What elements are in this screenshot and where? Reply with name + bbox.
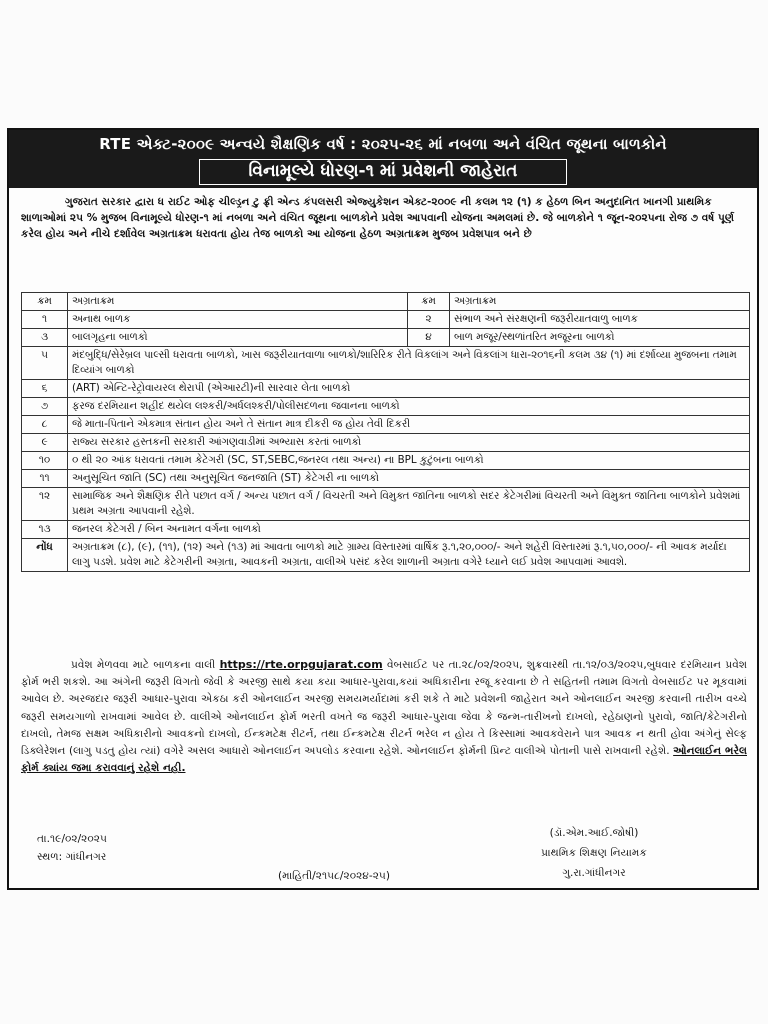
notice-title-box bbox=[199, 159, 567, 185]
notice-header bbox=[9, 130, 757, 188]
table-row bbox=[22, 380, 750, 398]
table-row bbox=[22, 329, 750, 347]
priority-number: ૮ bbox=[22, 416, 68, 434]
footer-signatory bbox=[509, 823, 679, 883]
priority-text: (ART) એન્ટિ-રેટ્રોવાયરલ થેરાપી (એઆરટી)ની સારવાર લેતા બાળકો bbox=[68, 380, 750, 398]
intro-paragraph: ગુજરાત સરકાર દ્વારા ધ રાઈટ ઓફ ચીલ્ડ્રન ટુ ફ્રી એન્ડ કંપલસરી એજ્યુકેશન એક્ટ-૨૦૦૯ ની કલમ ૧૨ (૧) ક હેઠળ બિન અનુદાનિત ખાનગી પ્રાથમિક શાળાઓમાં ૨૫ % મુજબ વિનામૂલ્યે ધોરણ-૧ માં નબળા અને વંચિત જૂથના બાળકોને પ્રવેશ આપવાની યોજના અમલમાં છે. જે બાળકોને ૧ જૂન-૨૦૨૫ના રોજ ૭ વર્ષ પૂર્ણ કરેલ હોય અને નીચે દર્શાવેલ અગ્રતાક્રમ ધરાવતા હોય તેજ બાળકો આ યોજના હેઠળ અગ્રતાક્રમ મુજબ પ્રવેશપાત્ર બને છે bbox=[21, 196, 735, 240]
table-row bbox=[22, 311, 750, 329]
priority-text: જનરલ કેટેગરી / બિન અનામત વર્ગના બાળકો bbox=[68, 521, 750, 539]
signatory-name: (ડૉ.એમ.આઈ.જોષી) bbox=[549, 827, 639, 839]
table-header-row bbox=[22, 293, 750, 311]
table-row bbox=[22, 521, 750, 539]
signatory-place: ગુ.રા.ગાંધીનગર bbox=[562, 867, 626, 879]
priority-number: ૧૩ bbox=[22, 521, 68, 539]
priority-text: સંભાળ અને સંરક્ષણની જરૂરીયાતવાળુ બાળક bbox=[450, 311, 750, 329]
instructions-emphasis: ઓનલાઈન ભરેલ ફોર્મ ક્યાંય જમા કરાવવાનું રહેશે નહી. bbox=[21, 745, 747, 775]
instructions-paragraph bbox=[21, 656, 747, 777]
notice-title-line1: RTE એક્ટ-૨૦૦૯ અન્વયે શૈક્ષણિક વર્ષ : ૨૦૨૫-૨૬ માં નબળા અને વંચિત જૂથના બાળકોને bbox=[99, 135, 667, 153]
instructions-text-part2: વેબસાઈટ પર તા.૨૮/૦૨/૨૦૨૫, શુક્રવારથી તા.૧૨/૦૩/૨૦૨૫,બુધવાર દરમિયાન પ્રવેશ ફોર્મ ભરી શકશે. આ અંગેની જરૂરી વિગતો જેવી કે અરજી સાથે કયા કયા આધાર-પુરાવા,કયાં અધિકારીના રજૂ કરવાના છે તે સહિતની તમામ વિગતો વેબસાઈટ પર મૂકવામાં આવેલ છે. અરજદાર જરૂરી આધાર-પુરાવા એકઠા કરી ઓનલાઈન અરજી સમયમર્યાદામાં કરી શકે તે માટે પ્રવેશની જાહેરાત અને ઓનલાઈન અરજી કરવાની તારીખ વચ્ચે જરૂરી સમયગાળો રાખવામાં આવેલ છે. વાલીએ ઓનલાઈન ફોર્મ ભરતી વખતે જ જરૂરી આધાર-પુરાવા જેવા કે જન્મ-તારીખનો દાખલો, રહેઠાણનો પુરાવો, જાતિ/કેટેગરીનો દાખલો, તેમજ સક્ષમ અધિકારીનો આવકનો દાખલો, ઈન્કમટેક્ષ રીટર્ન, તથા ઈન્કમટેક્ષ રીટર્ન ભરેલ ન હોય તે કિસ્સામાં આવકવેરાને પાત્ર આવક ન થતી હોવા અંગેનું સેલ્ફ ડિક્લેરેશન (લાગુ પડતુ હોય ત્યાં) વગેરે અસલ આધારો ઓનલાઈન અપલોડ કરવાના રહેશે. ઓનલાઈન ફોર્મની પ્રિન્ટ વાલીએ પોતાની પાસે રાખવાની રહેશે. bbox=[21, 659, 747, 758]
footer-place: સ્થળ: ગાંધીનગર bbox=[37, 851, 107, 863]
priority-number: ૧૨ bbox=[22, 488, 68, 521]
notice-title-line2: વિનામૂલ્યે ધોરણ-૧ માં પ્રવેશની જાહેરાત bbox=[248, 161, 518, 181]
signatory-title: પ્રાથમિક શિક્ષણ નિયામક bbox=[541, 847, 647, 859]
website-link[interactable]: https://rte.orpgujarat.com bbox=[219, 658, 383, 671]
table-row bbox=[22, 470, 750, 488]
priority-text: બાળ મજૂર/સ્થળાંતરિત મજૂરના બાળકો bbox=[450, 329, 750, 347]
priority-number: ૩ bbox=[22, 329, 68, 347]
priority-number: ૫ bbox=[22, 347, 68, 380]
table-header-cell: ક્રમ bbox=[408, 293, 450, 311]
footer-reference: (માહિતી/૨૧૫૮/૨૦૨૪-૨૫) bbox=[277, 870, 391, 882]
priority-number: ૬ bbox=[22, 380, 68, 398]
priority-number: ૪ bbox=[408, 329, 450, 347]
priority-number: ૯ bbox=[22, 434, 68, 452]
priority-number: ૭ bbox=[22, 398, 68, 416]
priority-number: ૧ bbox=[22, 311, 68, 329]
priority-text: સામાજિક અને શૈક્ષણિક રીતે પછાત વર્ગ / અન્ય પછાત વર્ગ / વિચરતી અને વિમુક્ત જાતિના બાળકો સદર કેટેગરીમાં વિચરતી અને વિમુક્ત જાતિના બાળકોને પ્રવેશમાં પ્રથમ અગ્રતા આપવાની રહેશે. bbox=[68, 488, 750, 521]
table-header-cell: અગ્રતાક્રમ bbox=[68, 293, 408, 311]
table-row bbox=[22, 434, 750, 452]
priority-table bbox=[21, 292, 750, 572]
priority-number: ૧૦ bbox=[22, 452, 68, 470]
table-header-cell: ક્રમ bbox=[22, 293, 68, 311]
instructions-text-part1: પ્રવેશ મેળવવા માટે બાળકના વાલી bbox=[71, 659, 220, 671]
priority-number: ૨ bbox=[408, 311, 450, 329]
priority-text: અનુસૂચિત જાતિ (SC) તથા અનુસૂચિત જનજાતિ (ST) કેટેગરી ના બાળકો bbox=[68, 470, 750, 488]
priority-text: ૦ થી ૨૦ આંક ધરાવતાં તમામ કેટેગરી (SC, ST,SEBC,જનરલ તથા અન્ય) ના BPL કુટુંબના બાળકો bbox=[68, 452, 750, 470]
table-row bbox=[22, 398, 750, 416]
priority-text: અનાથ બાળક bbox=[68, 311, 408, 329]
table-header-cell: અગ્રતાક્રમ bbox=[450, 293, 750, 311]
priority-text: મંદબુદ્ધિ/સેરેબ્રલ પાલ્સી ધરાવતા બાળકો, ખાસ જરૂરીયાતવાળા બાળકો/શારિરિક રીતે વિકલાંગ અને વિકલાંગ ધારા-૨૦૧૬ની કલમ ૩૪ (૧) માં દર્શાવ્યા મુજબના તમામ દિવ્યાંગ બાળકો bbox=[68, 347, 750, 380]
priority-text: જે માતા-પિતાને એકમાત્ર સંતાન હોય અને તે સંતાન માત્ર દીકરી જ હોય તેવી દિકરી bbox=[68, 416, 750, 434]
note-row bbox=[22, 539, 750, 572]
note-text: અગ્રતાક્રમ (૮), (૯), (૧૧), (૧૨) અને (૧૩) માં આવતા બાળકો માટે ગ્રામ્ય વિસ્તારમાં વાર્ષિક રૂ.૧,૨૦,૦૦૦/- અને શહેરી વિસ્તારમાં રૂ.૧,૫૦,૦૦૦/- ની આવક મર્યાદા લાગુ પડશે. પ્રવેશ માટે કેટેગરીની અગ્રતા, આવકની અગ્રતા, વાલીએ પસંદ કરેલ શાળાની અગ્રતા વગેરે ધ્યાને લઈ પ્રવેશ આપવામાં આવશે. bbox=[68, 539, 750, 572]
priority-text: બાલગૃહના બાળકો bbox=[68, 329, 408, 347]
priority-text: ફરજ દરમિયાન શહીદ થયેલ લશ્કરી/અર્ધલશ્કરી/પોલીસદળના જવાનના બાળકો bbox=[68, 398, 750, 416]
footer-date: તા.૧૯/૦૨/૨૦૨૫ bbox=[37, 833, 107, 845]
note-label: નોંધ bbox=[22, 539, 68, 572]
priority-text: રાજ્ય સરકાર હસ્તકની સરકારી આંગણવાડીમાં અભ્યાસ કરતાં બાળકો bbox=[68, 434, 750, 452]
priority-number: ૧૧ bbox=[22, 470, 68, 488]
table-row bbox=[22, 347, 750, 380]
rte-admission-notice bbox=[7, 128, 759, 890]
footer-date-place bbox=[37, 830, 107, 866]
table-row bbox=[22, 488, 750, 521]
table-row bbox=[22, 452, 750, 470]
table-row bbox=[22, 416, 750, 434]
